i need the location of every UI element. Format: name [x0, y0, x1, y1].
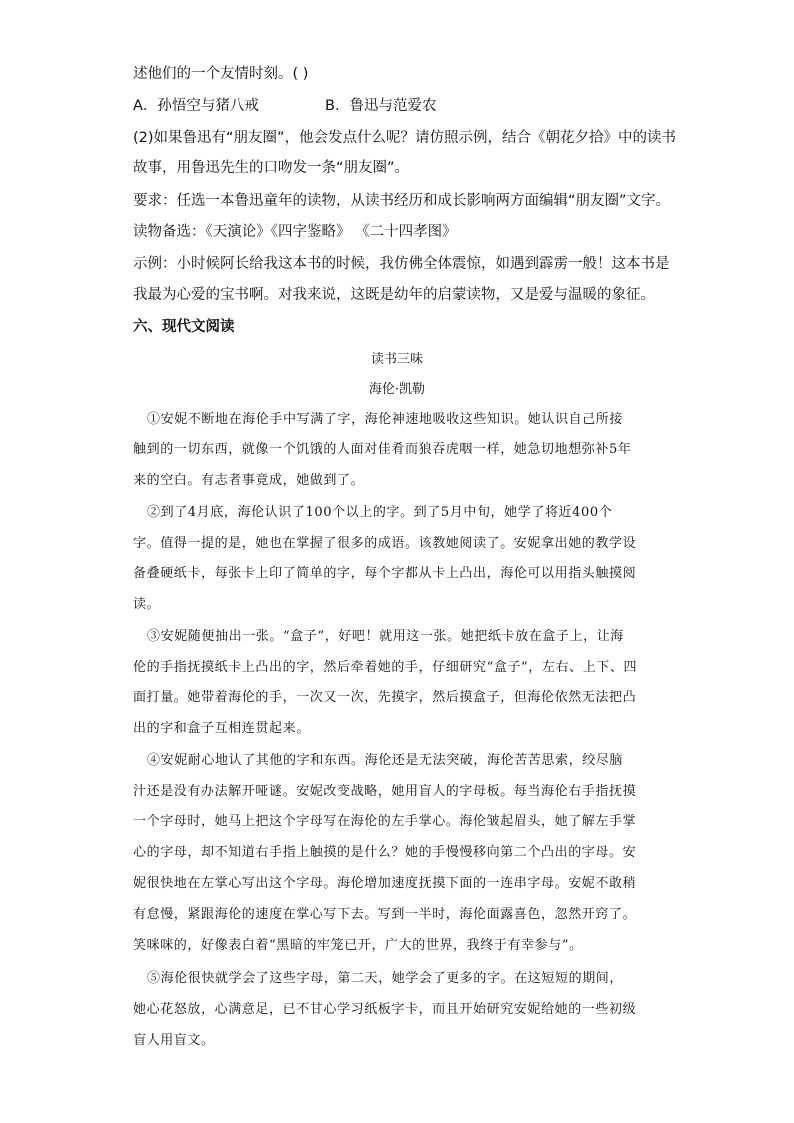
- paragraph-line: 面打量。她带着海伦的手，一次又一次，先摸字，然后摸盒子，但海伦依然无法把凸: [133, 690, 637, 705]
- paragraph-line: 伦的手指抚摸纸卡上凸出的字，然后牵着她的手，仔细研究“盒子”，左右、上下、四: [133, 660, 638, 675]
- question-text-line: 述他们的一个友情时刻。( ): [133, 66, 309, 82]
- requirement-text: 要求：任选一本鲁迅童年的读物，从读书经历和成长影响两方面编辑“朋友圈”文字。: [133, 193, 671, 209]
- paragraph-line: 心的字母，却不知道右手指上触摸的是什么？她的手慢慢移向第二个凸出的字母。安: [133, 845, 637, 860]
- question-2-line-2: 故事，用鲁迅先生的口吻发一条“朋友圈”。: [133, 160, 410, 176]
- reading-list: 读物备选：《天演论》《四字鉴略》 《二十四孝图》: [133, 224, 457, 240]
- example-line-2: 我最为心爱的宝书啊。对我来说，这既是幼年的启蒙读物，又是爱与温暖的象征。: [133, 287, 655, 303]
- paragraph-line: 一个字母时，她马上把这个字母写在海伦的左手掌心。海伦皱起眉头，她了解左手掌: [133, 814, 637, 829]
- paragraph-line: 触到的一切东西，就像一个饥饿的人面对佳肴而狼吞虎咽一样，她急切地想弥补5年: [133, 442, 632, 457]
- question-2-line-1: (2)如果鲁迅有“朋友圈”，他会发点什么呢？请仿照示例，结合《朝花夕拾》中的读书: [133, 130, 677, 146]
- paragraph-line: ②到了4月底，海伦认识了100个以上的字。到了5月中旬，她学了将近400个: [147, 505, 613, 520]
- paragraph-line: 读。: [133, 597, 161, 612]
- paragraph-line: 盲人用盲文。: [133, 1033, 215, 1048]
- paragraph-line: ③安妮随便抽出一张。“盒子”，好吧！就用这一张。她把纸卡放在盒子上，让海: [147, 629, 624, 644]
- paragraph-line: 备叠硬纸卡，每张卡上印了简单的字，每个字都从卡上凸出，海伦可以用指头触摸阅: [133, 566, 637, 581]
- option-a[interactable]: A．孙悟空与猪八戒: [133, 98, 259, 114]
- paragraph-line: 出的字和盒子互相连贯起来。: [133, 721, 310, 736]
- paragraph-line: 汁还是没有办法解开哑谜。安妮改变战略，她用盲人的字母板。每当海伦右手指抚摸: [133, 784, 637, 799]
- paragraph-line: 来的空白。有志者事竟成，她做到了。: [133, 473, 365, 488]
- option-b[interactable]: B．鲁迅与范爱农: [325, 98, 437, 114]
- paragraph-line: ①安妮不断地在海伦手中写满了字，海伦神速地吸收这些知识。她认识自己所接: [147, 412, 624, 427]
- passage-title: 读书三味: [370, 352, 423, 367]
- paragraph-line: 有怠慢，紧跟海伦的速度在掌心写下去。写到一半时，海伦面露喜色，忽然开窍了。: [133, 907, 637, 922]
- paragraph-line: 妮很快地在左掌心写出这个字母。海伦增加速度抚摸下面的一连串字母。安妮不敢稍: [133, 876, 637, 891]
- passage-author: 海伦·凯勒: [368, 382, 426, 397]
- paragraph-line: 字。值得一提的是，她也在掌握了很多的成语。该教她阅读了。安妮拿出她的教学设: [133, 536, 637, 551]
- paragraph-line: ④安妮耐心地认了其他的字和东西。海伦还是无法突破，海伦苦苦思索，绞尽脑: [147, 753, 624, 768]
- paragraph-line: 笑咪咪的，好像表白着“黑暗的牢笼已开，广大的世界，我终于有幸参与”。: [133, 938, 583, 953]
- section-heading: 六、现代文阅读: [133, 319, 235, 335]
- example-line-1: 示例：小时候阿长给我这本书的时候，我仿佛全体震惊，如遇到霹雳一般！这本书是: [133, 256, 670, 272]
- paragraph-line: ⑤海伦很快就学会了这些字母，第二天，她学会了更多的字。在这短短的期间，: [147, 971, 624, 986]
- paragraph-line: 她心花怒放，心满意足，已不甘心学习纸板字卡，而且开始研究安妮给她的一些初级: [133, 1002, 637, 1017]
